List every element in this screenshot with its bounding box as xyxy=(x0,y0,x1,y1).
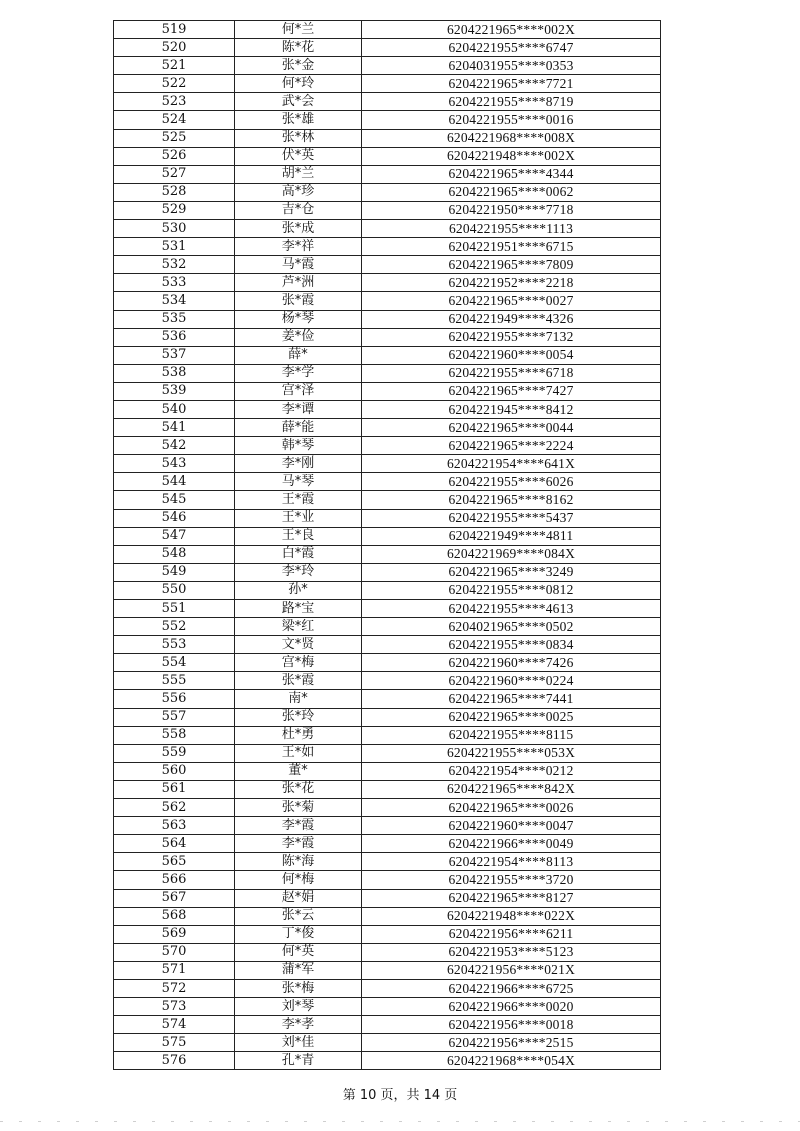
person-name: 赵*娟 xyxy=(235,889,362,907)
person-name: 张*霞 xyxy=(235,292,362,310)
row-number: 543 xyxy=(114,455,235,473)
id-number: 6204221965****7427 xyxy=(362,382,661,400)
table-row xyxy=(114,382,661,400)
person-name: 丁*俊 xyxy=(235,925,362,943)
id-number: 6204221965****2224 xyxy=(362,437,661,455)
row-number: 573 xyxy=(114,998,235,1016)
person-name: 何*梅 xyxy=(235,871,362,889)
row-number: 550 xyxy=(114,581,235,599)
id-number: 6204221965****4344 xyxy=(362,165,661,183)
person-name: 杜*勇 xyxy=(235,726,362,744)
row-number: 554 xyxy=(114,654,235,672)
table-row xyxy=(114,925,661,943)
table-row xyxy=(114,907,661,925)
row-number: 544 xyxy=(114,473,235,491)
id-number: 6204221953****5123 xyxy=(362,943,661,961)
row-number: 524 xyxy=(114,111,235,129)
id-number: 6204221949****4326 xyxy=(362,310,661,328)
id-number: 6204221965****7441 xyxy=(362,690,661,708)
person-name: 马*琴 xyxy=(235,473,362,491)
id-number: 6204221954****8113 xyxy=(362,853,661,871)
table-row xyxy=(114,853,661,871)
id-number: 6204221955****4613 xyxy=(362,600,661,618)
table-row xyxy=(114,39,661,57)
table-row xyxy=(114,799,661,817)
id-number: 6204221965****8127 xyxy=(362,889,661,907)
person-name: 杨*琴 xyxy=(235,310,362,328)
id-number: 6204221966****0020 xyxy=(362,998,661,1016)
person-name: 张*雄 xyxy=(235,111,362,129)
table-row xyxy=(114,817,661,835)
table-row xyxy=(114,581,661,599)
row-number: 535 xyxy=(114,310,235,328)
id-number: 6204221965****0025 xyxy=(362,708,661,726)
person-name: 白*霞 xyxy=(235,545,362,563)
id-number: 6204221956****0018 xyxy=(362,1016,661,1034)
person-name: 韩*琴 xyxy=(235,437,362,455)
id-number: 6204221968****008X xyxy=(362,129,661,147)
row-number: 556 xyxy=(114,690,235,708)
person-name: 刘*佳 xyxy=(235,1034,362,1052)
table-row xyxy=(114,111,661,129)
id-number: 6204221965****0044 xyxy=(362,419,661,437)
id-number: 6204221966****6725 xyxy=(362,979,661,997)
id-number: 6204221955****6026 xyxy=(362,473,661,491)
row-number: 552 xyxy=(114,618,235,636)
row-number: 534 xyxy=(114,292,235,310)
table-row xyxy=(114,618,661,636)
row-number: 548 xyxy=(114,545,235,563)
records-table xyxy=(113,20,661,1070)
row-number: 555 xyxy=(114,672,235,690)
row-number: 572 xyxy=(114,979,235,997)
id-number: 6204221965****8162 xyxy=(362,491,661,509)
person-name: 张*成 xyxy=(235,220,362,238)
table-row xyxy=(114,1016,661,1034)
person-name: 王*业 xyxy=(235,509,362,527)
table-row xyxy=(114,328,661,346)
id-number: 6204221965****842X xyxy=(362,780,661,798)
row-number: 549 xyxy=(114,563,235,581)
row-number: 520 xyxy=(114,39,235,57)
row-number: 546 xyxy=(114,509,235,527)
table-row xyxy=(114,364,661,382)
id-number: 6204221950****7718 xyxy=(362,201,661,219)
table-row xyxy=(114,183,661,201)
table-row xyxy=(114,762,661,780)
row-number: 529 xyxy=(114,201,235,219)
row-number: 537 xyxy=(114,346,235,364)
person-name: 宫*泽 xyxy=(235,382,362,400)
id-number: 6204221955****8719 xyxy=(362,93,661,111)
table-row xyxy=(114,979,661,997)
person-name: 何*兰 xyxy=(235,21,362,39)
row-number: 533 xyxy=(114,274,235,292)
id-number: 6204221949****4811 xyxy=(362,527,661,545)
person-name: 马*霞 xyxy=(235,256,362,274)
row-number: 574 xyxy=(114,1016,235,1034)
table-row xyxy=(114,654,661,672)
table-row xyxy=(114,491,661,509)
table-row xyxy=(114,93,661,111)
person-name: 王*霞 xyxy=(235,491,362,509)
row-number: 528 xyxy=(114,183,235,201)
person-name: 何*玲 xyxy=(235,75,362,93)
person-name: 李*孝 xyxy=(235,1016,362,1034)
person-name: 李*祥 xyxy=(235,238,362,256)
row-number: 539 xyxy=(114,382,235,400)
id-number: 6204221955****3720 xyxy=(362,871,661,889)
row-number: 575 xyxy=(114,1034,235,1052)
table-row xyxy=(114,129,661,147)
table-row xyxy=(114,509,661,527)
row-number: 561 xyxy=(114,780,235,798)
row-number: 557 xyxy=(114,708,235,726)
id-number: 6204221965****0027 xyxy=(362,292,661,310)
id-number: 6204221956****2515 xyxy=(362,1034,661,1052)
person-name: 王*如 xyxy=(235,744,362,762)
id-number: 6204221951****6715 xyxy=(362,238,661,256)
person-name: 孔*青 xyxy=(235,1052,362,1070)
id-number: 6204221968****054X xyxy=(362,1052,661,1070)
id-number: 6204221945****8412 xyxy=(362,400,661,418)
person-name: 文*贤 xyxy=(235,636,362,654)
table-row xyxy=(114,871,661,889)
row-number: 560 xyxy=(114,762,235,780)
person-name: 宫*梅 xyxy=(235,654,362,672)
row-number: 570 xyxy=(114,943,235,961)
row-number: 519 xyxy=(114,21,235,39)
table-row xyxy=(114,636,661,654)
person-name: 何*英 xyxy=(235,943,362,961)
row-number: 521 xyxy=(114,57,235,75)
person-name: 孙* xyxy=(235,581,362,599)
row-number: 563 xyxy=(114,817,235,835)
person-name: 张*云 xyxy=(235,907,362,925)
table-row xyxy=(114,780,661,798)
table-row xyxy=(114,455,661,473)
id-number: 6204221965****7809 xyxy=(362,256,661,274)
person-name: 高*珍 xyxy=(235,183,362,201)
person-name: 路*宝 xyxy=(235,600,362,618)
row-number: 538 xyxy=(114,364,235,382)
row-number: 530 xyxy=(114,220,235,238)
table-row xyxy=(114,600,661,618)
person-name: 张*金 xyxy=(235,57,362,75)
id-number: 6204221965****7721 xyxy=(362,75,661,93)
person-name: 李*学 xyxy=(235,364,362,382)
id-number: 6204021965****0502 xyxy=(362,618,661,636)
person-name: 李*霞 xyxy=(235,817,362,835)
id-number: 6204221955****053X xyxy=(362,744,661,762)
id-number: 6204221955****5437 xyxy=(362,509,661,527)
table-row xyxy=(114,419,661,437)
person-name: 李*谭 xyxy=(235,400,362,418)
row-number: 541 xyxy=(114,419,235,437)
id-number: 6204221948****022X xyxy=(362,907,661,925)
table-row xyxy=(114,21,661,39)
person-name: 陈*海 xyxy=(235,853,362,871)
table-row xyxy=(114,943,661,961)
table-row xyxy=(114,527,661,545)
person-name: 吉*仓 xyxy=(235,201,362,219)
row-number: 558 xyxy=(114,726,235,744)
row-number: 571 xyxy=(114,961,235,979)
id-number: 6204221955****0016 xyxy=(362,111,661,129)
person-name: 芦*洲 xyxy=(235,274,362,292)
id-number: 6204221960****0224 xyxy=(362,672,661,690)
row-number: 532 xyxy=(114,256,235,274)
person-name: 姜*俭 xyxy=(235,328,362,346)
row-number: 569 xyxy=(114,925,235,943)
row-number: 525 xyxy=(114,129,235,147)
id-number: 6204221960****7426 xyxy=(362,654,661,672)
person-name: 蒲*军 xyxy=(235,961,362,979)
id-number: 6204221955****0812 xyxy=(362,581,661,599)
row-number: 536 xyxy=(114,328,235,346)
person-name: 张*林 xyxy=(235,129,362,147)
id-number: 6204031955****0353 xyxy=(362,57,661,75)
records-table-body xyxy=(114,21,661,1070)
person-name: 董* xyxy=(235,762,362,780)
row-number: 568 xyxy=(114,907,235,925)
row-number: 527 xyxy=(114,165,235,183)
row-number: 526 xyxy=(114,147,235,165)
table-row xyxy=(114,437,661,455)
id-number: 6204221965****002X xyxy=(362,21,661,39)
row-number: 522 xyxy=(114,75,235,93)
table-row xyxy=(114,310,661,328)
person-name: 薛* xyxy=(235,346,362,364)
person-name: 刘*琴 xyxy=(235,998,362,1016)
table-row xyxy=(114,400,661,418)
person-name: 薛*能 xyxy=(235,419,362,437)
row-number: 542 xyxy=(114,437,235,455)
person-name: 张*梅 xyxy=(235,979,362,997)
id-number: 6204221969****084X xyxy=(362,545,661,563)
row-number: 564 xyxy=(114,835,235,853)
id-number: 6204221955****8115 xyxy=(362,726,661,744)
table-row xyxy=(114,346,661,364)
row-number: 545 xyxy=(114,491,235,509)
person-name: 陈*花 xyxy=(235,39,362,57)
table-row xyxy=(114,563,661,581)
id-number: 6204221948****002X xyxy=(362,147,661,165)
table-row xyxy=(114,1034,661,1052)
id-number: 6204221960****0047 xyxy=(362,817,661,835)
table-row xyxy=(114,672,661,690)
table-row xyxy=(114,292,661,310)
page-footer: 第 10 页，共 14 页 xyxy=(342,1088,458,1103)
row-number: 567 xyxy=(114,889,235,907)
table-row xyxy=(114,57,661,75)
person-name: 伏*英 xyxy=(235,147,362,165)
row-number: 576 xyxy=(114,1052,235,1070)
id-number: 6204221966****0049 xyxy=(362,835,661,853)
person-name: 武*会 xyxy=(235,93,362,111)
person-name: 张*霞 xyxy=(235,672,362,690)
table-row xyxy=(114,690,661,708)
table-row xyxy=(114,147,661,165)
person-name: 梁*红 xyxy=(235,618,362,636)
id-number: 6204221960****0054 xyxy=(362,346,661,364)
person-name: 王*良 xyxy=(235,527,362,545)
id-number: 6204221965****0062 xyxy=(362,183,661,201)
row-number: 559 xyxy=(114,744,235,762)
table-row xyxy=(114,708,661,726)
row-number: 531 xyxy=(114,238,235,256)
table-row xyxy=(114,835,661,853)
person-name: 李*刚 xyxy=(235,455,362,473)
table-row xyxy=(114,165,661,183)
table-row xyxy=(114,1052,661,1070)
id-number: 6204221952****2218 xyxy=(362,274,661,292)
scan-noise xyxy=(0,1121,800,1122)
person-name: 李*玲 xyxy=(235,563,362,581)
id-number: 6204221965****0026 xyxy=(362,799,661,817)
id-number: 6204221955****6747 xyxy=(362,39,661,57)
person-name: 张*花 xyxy=(235,780,362,798)
id-number: 6204221956****021X xyxy=(362,961,661,979)
table-row xyxy=(114,744,661,762)
table-row xyxy=(114,473,661,491)
table-row xyxy=(114,726,661,744)
person-name: 张*菊 xyxy=(235,799,362,817)
row-number: 553 xyxy=(114,636,235,654)
row-number: 540 xyxy=(114,400,235,418)
id-number: 6204221956****6211 xyxy=(362,925,661,943)
table-row xyxy=(114,256,661,274)
table-row xyxy=(114,238,661,256)
id-number: 6204221954****0212 xyxy=(362,762,661,780)
table-row xyxy=(114,220,661,238)
person-name: 张*玲 xyxy=(235,708,362,726)
row-number: 523 xyxy=(114,93,235,111)
id-number: 6204221955****1113 xyxy=(362,220,661,238)
table-row xyxy=(114,201,661,219)
table-row xyxy=(114,889,661,907)
id-number: 6204221954****641X xyxy=(362,455,661,473)
row-number: 566 xyxy=(114,871,235,889)
id-number: 6204221955****0834 xyxy=(362,636,661,654)
row-number: 565 xyxy=(114,853,235,871)
id-number: 6204221955****6718 xyxy=(362,364,661,382)
table-row xyxy=(114,274,661,292)
row-number: 551 xyxy=(114,600,235,618)
table-row xyxy=(114,545,661,563)
table-row xyxy=(114,75,661,93)
table-row xyxy=(114,998,661,1016)
person-name: 胡*兰 xyxy=(235,165,362,183)
row-number: 562 xyxy=(114,799,235,817)
person-name: 李*霞 xyxy=(235,835,362,853)
id-number: 6204221955****7132 xyxy=(362,328,661,346)
table-row xyxy=(114,961,661,979)
person-name: 南* xyxy=(235,690,362,708)
id-number: 6204221965****3249 xyxy=(362,563,661,581)
row-number: 547 xyxy=(114,527,235,545)
